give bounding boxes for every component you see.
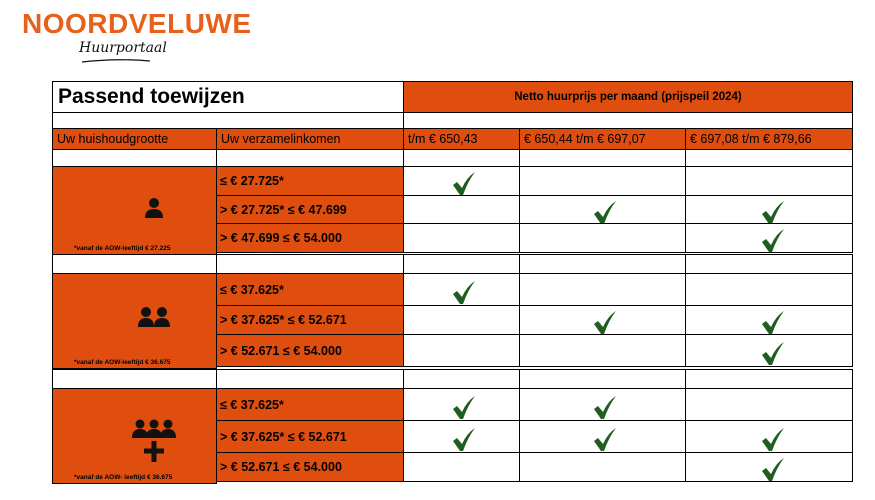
- spacer-cell: [216, 369, 404, 389]
- price-cell: [403, 420, 520, 453]
- price-cell: [519, 223, 686, 253]
- income-cell: [216, 305, 404, 335]
- price-cell: [685, 334, 853, 367]
- spacer-cell: [519, 254, 686, 274]
- single-person-icon: [143, 197, 165, 219]
- price-col-1-text: t/m € 650,43: [408, 132, 478, 146]
- income-cell: [216, 452, 404, 482]
- checkmark-icon: [592, 427, 618, 453]
- price-cell: [403, 334, 520, 367]
- price-cell: [685, 452, 853, 482]
- logo-veluwe: VELUWE: [128, 8, 252, 39]
- income-cell: [216, 420, 404, 453]
- income-cell-text: ≤ € 27.725*: [220, 174, 284, 188]
- logo-noord: NOORD: [22, 8, 129, 39]
- spacer-cell: [685, 369, 853, 389]
- spacer-cell: [685, 254, 853, 274]
- checkmark-icon: [760, 310, 786, 336]
- price-cell: [403, 305, 520, 335]
- checkmark-icon: [592, 395, 618, 421]
- income-cell: [216, 166, 404, 196]
- price-cell: [403, 195, 520, 224]
- income-cell-text: ≤ € 37.625*: [220, 282, 284, 297]
- price-cell: [519, 334, 686, 367]
- price-cell: [685, 273, 853, 306]
- table-title: [52, 81, 404, 113]
- price-cell: [685, 166, 853, 196]
- price-cell: [403, 452, 520, 482]
- col-header-household-text: Uw huishoudgrootte: [57, 132, 169, 146]
- col-header-household: [52, 128, 217, 150]
- spacer-cell: [403, 254, 520, 274]
- checkmark-icon: [451, 280, 477, 306]
- checkmark-icon: [451, 395, 477, 421]
- income-cell-text: > € 47.699 ≤ € 54.000: [220, 231, 342, 245]
- checkmark-icon: [451, 427, 477, 453]
- spacer-cell: [52, 112, 404, 129]
- income-cell: [216, 388, 404, 421]
- col-header-price-1: [403, 128, 520, 150]
- spacer-cell: [519, 149, 686, 167]
- price-cell: [685, 305, 853, 335]
- aow-note: *vanaf de AOW-leeftijd € 36.675: [74, 359, 171, 366]
- price-header-text: Netto huurprijs per maand (prijspeil 2024): [514, 91, 742, 103]
- checkmark-icon: [592, 310, 618, 336]
- checkmark-icon: [760, 427, 786, 453]
- three-persons-plus-icon: [131, 419, 177, 463]
- spacer-cell: [403, 149, 520, 167]
- income-cell: [216, 223, 404, 253]
- two-persons-icon: [137, 306, 171, 328]
- aow-note: *vanaf de AOW-leeftijd € 27.225: [74, 245, 171, 252]
- checkmark-icon: [451, 171, 477, 197]
- price-cell: [519, 166, 686, 196]
- price-cell: [519, 273, 686, 306]
- household-cell: [52, 273, 217, 369]
- price-cell: [685, 223, 853, 253]
- checkmark-icon: [760, 341, 786, 367]
- spacer-cell: [685, 149, 853, 167]
- spacer-cell: [403, 369, 520, 389]
- spacer-cell: [403, 112, 853, 129]
- income-cell: [216, 195, 404, 224]
- income-cell-text: ≤ € 37.625*: [220, 397, 284, 412]
- checkmark-icon: [760, 457, 786, 483]
- col-header-price-3: [685, 128, 853, 150]
- spacer-cell: [216, 254, 404, 274]
- income-cell: [216, 334, 404, 367]
- income-cell-text: > € 52.671 ≤ € 54.000: [220, 343, 342, 358]
- household-cell: [52, 388, 217, 484]
- price-cell: [519, 195, 686, 224]
- household-cell: [52, 166, 217, 255]
- price-col-2-text: € 650,44 t/m € 697,07: [524, 132, 646, 146]
- price-cell: [519, 388, 686, 421]
- table-title-text: Passend toewijzen: [58, 85, 245, 108]
- price-cell: [685, 195, 853, 224]
- price-cell: [403, 388, 520, 421]
- income-cell-text: > € 37.625* ≤ € 52.671: [220, 429, 347, 444]
- price-cell: [519, 420, 686, 453]
- price-cell: [519, 305, 686, 335]
- col-header-price-2: [519, 128, 686, 150]
- price-cell: [403, 223, 520, 253]
- spacer-cell: [52, 254, 217, 274]
- aow-note: *vanaf de AOW- leeftijd € 36.675: [74, 474, 173, 481]
- price-cell: [403, 166, 520, 196]
- price-header: [403, 81, 853, 113]
- income-cell-text: > € 37.625* ≤ € 52.671: [220, 313, 347, 327]
- spacer-cell: [519, 369, 686, 389]
- price-cell: [685, 388, 853, 421]
- income-cell-text: > € 27.725* ≤ € 47.699: [220, 202, 347, 217]
- spacer-cell: [52, 369, 217, 389]
- price-cell: [685, 420, 853, 453]
- income-cell-text: > € 52.671 ≤ € 54.000: [220, 460, 342, 474]
- col-header-income: [216, 128, 404, 150]
- spacer-cell: [52, 149, 217, 167]
- col-header-income-text: Uw verzamelinkomen: [221, 132, 341, 146]
- price-cell: [519, 452, 686, 482]
- price-cell: [403, 273, 520, 306]
- spacer-cell: [216, 149, 404, 167]
- price-col-3-text: € 697,08 t/m € 879,66: [690, 132, 812, 146]
- logo-subtitle: Huurportaal: [79, 40, 167, 56]
- income-cell: [216, 273, 404, 306]
- checkmark-icon: [760, 228, 786, 254]
